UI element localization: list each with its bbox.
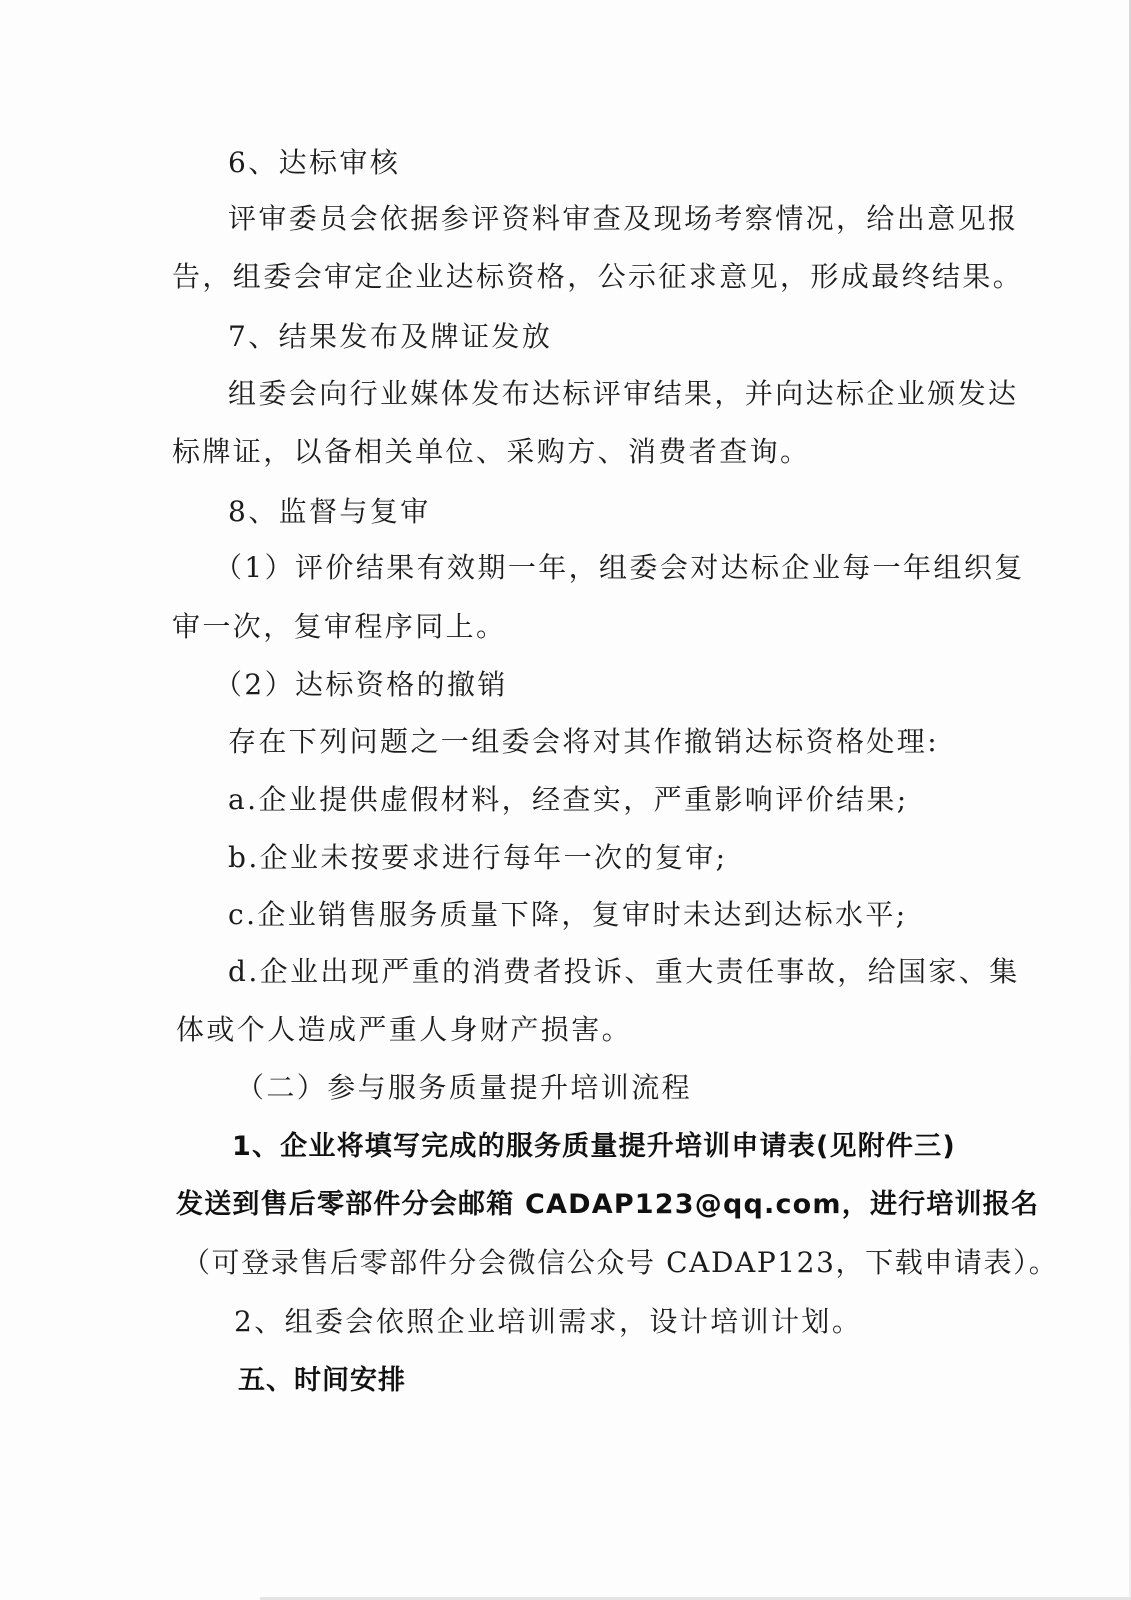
paragraph-line: 告，组委会审定企业达标资格，公示征求意见，形成最终结果。	[172, 260, 1024, 293]
paragraph-line: 存在下列问题之一组委会将对其作撤销达标资格处理:	[228, 725, 940, 758]
step-2-line: 2、组委会依照企业培训需求，设计培训计划。	[234, 1305, 863, 1338]
list-item: d.企业出现严重的消费者投诉、重大责任事故，给国家、集	[228, 955, 1020, 988]
section-heading-supervision: 8、监督与复审	[228, 495, 431, 528]
list-item: b.企业未按要求进行每年一次的复审;	[228, 841, 728, 874]
section-heading-training: （二）参与服务质量提升培训流程	[236, 1071, 693, 1104]
section-heading-publish: 7、结果发布及牌证发放	[228, 320, 553, 353]
paragraph-line: 审一次，复审程序同上。	[172, 610, 507, 643]
list-item-continuation: 体或个人造成严重人身财产损害。	[176, 1013, 633, 1046]
paragraph-line: 评审委员会依据参评资料审查及现场考察情况，给出意见报	[228, 202, 1019, 235]
list-item: a.企业提供虚假材料，经查实，严重影响评价结果;	[228, 783, 909, 816]
section-heading-review: 6、达标审核	[228, 146, 401, 179]
step-1-note-line: （可登录售后零部件分会微信公众号 CADAP123，下载申请表）。	[182, 1246, 1059, 1279]
section-heading-schedule: 五、时间安排	[238, 1365, 406, 1396]
subsection-heading-revocation: （2）达标资格的撤销	[214, 668, 508, 701]
step-1-email-line: 发送到售后零部件分会邮箱 CADAP123@qq.com，进行培训报名	[176, 1189, 1040, 1220]
paragraph-line: （1）评价结果有效期一年，组委会对达标企业每一年组织复	[214, 551, 1025, 584]
paragraph-line: 组委会向行业媒体发布达标评审结果，并向达标企业颁发达	[228, 377, 1019, 410]
paragraph-line: 标牌证，以备相关单位、采购方、消费者查询。	[172, 435, 811, 468]
step-1-line: 1、企业将填写完成的服务质量提升培训申请表(见附件三)	[232, 1131, 956, 1162]
list-item: c.企业销售服务质量下降，复审时未达到达标水平;	[228, 898, 908, 931]
